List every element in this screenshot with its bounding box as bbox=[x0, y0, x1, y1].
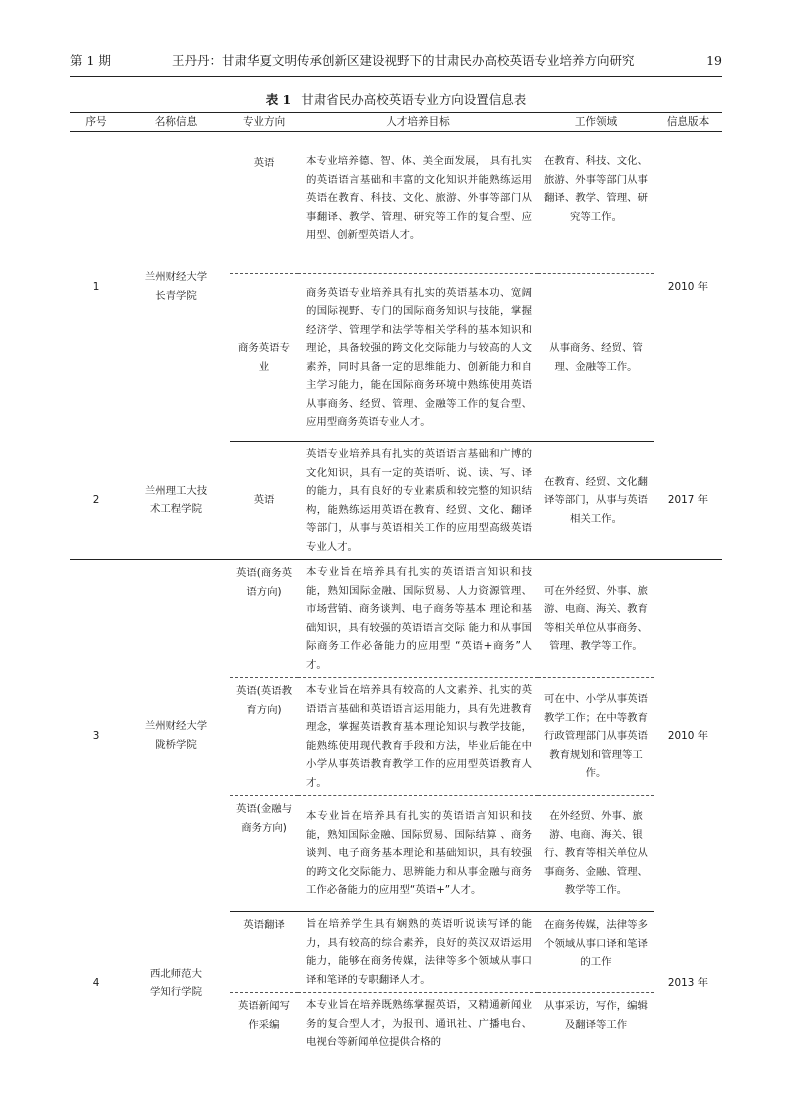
training-goal: 旨在培养学生具有娴熟的英语听说读写译的能力，具有较高的综合素养，良好的英汉双语运用能力，能够在商务传媒，法律等多个领域从事口译和笔译的专职翻译人才。 bbox=[298, 912, 538, 993]
work-field: 在商务传媒，法律等多个领域从事口译和笔译的工作 bbox=[538, 912, 654, 993]
training-goal: 英语专业培养具有扎实的英语语言基础和广博的文化知识，具有一定的英语听、说、读、写、译的能力，具有良好的专业素质和较完整的知识结构，能熟练运用英语在教育、经贸、文化、翻译等部门，从事与英语相关工作的应用型高级英语专业人才。 bbox=[298, 442, 538, 560]
work-field: 可在外经贸、外事、旅游、电商、海关、教育等相关单位从事商务、管理、教学等工作。 bbox=[538, 560, 654, 678]
info-version: 2010 年 bbox=[667, 729, 709, 742]
info-version: 2010 年 bbox=[667, 280, 709, 293]
header-version: 信息版本 bbox=[654, 113, 722, 132]
training-goal: 本专业旨在培养既熟练掌握英语，又精通新闻业务的复合型人才，为报刊、通讯社、广播电台、电视台等新闻单位提供合格的 bbox=[306, 999, 532, 1048]
info-version: 2013 年 bbox=[667, 976, 709, 989]
training-goal: 商务英语专业培养具有扎实的英语基本功、宽阔的国际视野、专门的国际商务知识与技能，掌握经济学、管理学和法学等相关学科的基本知识和理论，具备较强的跨文化交际能力与较高的人文素养，同时具备一定的思维能力、创新能力和自主学习能力，能在国际商务环境中熟练使用英语从事商务、经贸、管理、金融等工作的复合型、应用型商务英语专业人才。 bbox=[298, 274, 538, 442]
major-direction: 英语(商务英语方向) bbox=[230, 560, 298, 678]
major-direction: 英语(金融与商务方向) bbox=[230, 796, 298, 912]
header-num: 序号 bbox=[70, 113, 122, 132]
info-table bbox=[70, 112, 722, 1055]
table-row bbox=[70, 912, 722, 993]
issue-number: 第 1 期 bbox=[70, 53, 111, 68]
training-goal: 本专业旨在培养具有扎实的英语语言知识和技能，熟知国际金融、国际贸易、人力资源管理、市场营销、商务谈判、电子商务等基本 理论和基础知识，具有较强的英语语言交际 能力和从事国际商务工作必备能力的应用型 “英语+商务”人才。 bbox=[298, 560, 538, 678]
header-field: 工作领域 bbox=[538, 113, 654, 132]
major-direction: 英语 bbox=[230, 132, 298, 274]
major-direction: 商务英语专业 bbox=[230, 274, 298, 442]
work-field: 从事采访，写作，编辑及翻译等工作 bbox=[544, 1000, 648, 1031]
training-goal: 本专业培养德、智、体、美全面发展， 具有扎实的英语语言基础和丰富的文化知识并能熟练运用英语在教育、科技、文化、旅游、外事等部门从事翻译、教学、管理、研究等工作的复合型、应用型、创新型英语人才。 bbox=[298, 132, 538, 274]
header-rule bbox=[70, 76, 722, 77]
table-row bbox=[70, 442, 722, 560]
table-caption bbox=[0, 92, 792, 108]
major-direction: 英语 bbox=[230, 442, 298, 560]
row-number: 2 bbox=[70, 442, 122, 560]
work-field: 可在中、小学从事英语教学工作；在中等教育行政管理部门从事英语教育规划和管理等工作。 bbox=[538, 678, 654, 796]
major-direction: 英语新闻写作采编 bbox=[238, 1000, 290, 1031]
page-number: 19 bbox=[706, 53, 722, 68]
row-number: 4 bbox=[92, 976, 100, 989]
name-line: 陇桥学院 bbox=[155, 738, 197, 751]
name-line: 兰州财经大学 bbox=[144, 271, 208, 284]
training-goal: 本专业旨在培养具有较高的人文素养、扎实的英语语言基础和英语语言运用能力，具有先进教育理念，掌握英语教育基本理论知识与教学技能，能熟练使用现代教育手段和方法，毕业后能在中小学从事英语教育教学工作的应用型英语教育人才。 bbox=[298, 678, 538, 796]
name-line: 兰州理工大技 bbox=[144, 484, 208, 497]
institution-name bbox=[122, 442, 230, 560]
table-row bbox=[70, 560, 722, 678]
table-header-row bbox=[70, 113, 722, 132]
article-title: 王丹丹：甘肃华夏文明传承创新区建设视野下的甘肃民办高校英语专业培养方向研究 bbox=[172, 53, 635, 68]
row-number: 3 bbox=[92, 729, 100, 742]
info-version: 2017 年 bbox=[654, 442, 722, 560]
work-field: 在外经贸、外事、旅游、电商、海关、银行、教育等相关单位从事商务、金融、管理、教学等工作。 bbox=[538, 796, 654, 912]
header-name: 名称信息 bbox=[122, 113, 230, 132]
name-line: 西北师范大 bbox=[150, 967, 202, 980]
institution-name bbox=[122, 132, 230, 442]
institution-name bbox=[122, 912, 230, 1055]
running-head bbox=[70, 52, 722, 70]
name-line: 兰州财经大学 bbox=[144, 720, 208, 733]
work-field: 在教育、经贸、文化翻译等部门，从事与英语相关工作。 bbox=[538, 442, 654, 560]
table-label: 表 1 bbox=[265, 92, 292, 107]
row-number: 1 bbox=[92, 280, 100, 293]
table-row bbox=[70, 132, 722, 274]
name-line: 长青学院 bbox=[155, 289, 197, 302]
institution-name bbox=[122, 560, 230, 912]
major-direction: 英语翻译 bbox=[230, 912, 298, 993]
work-field: 从事商务、经贸、管理、金融等工作。 bbox=[538, 274, 654, 442]
name-line: 术工程学院 bbox=[150, 503, 202, 516]
training-goal: 本专业旨在培养具有扎实的英语语言知识和技能，熟知国际金融、国际贸易、国际结算 、商务谈判、电子商务基本理论和基础知识，具有较强的跨文化交际能力、思辨能力和从事金融与商务工作必备能力的应用型“英语+”人才。 bbox=[298, 796, 538, 912]
name-line: 学知行学院 bbox=[150, 986, 202, 998]
major-direction: 英语(英语教育方向) bbox=[230, 678, 298, 796]
header-goal: 人才培养目标 bbox=[298, 113, 538, 132]
header-direction: 专业方向 bbox=[230, 113, 298, 132]
table-title: 甘肃省民办高校英语专业方向设置信息表 bbox=[301, 92, 527, 107]
work-field: 在教育、科技、文化、旅游、外事等部门从事翻译、教学、管理、研究等工作。 bbox=[538, 132, 654, 274]
